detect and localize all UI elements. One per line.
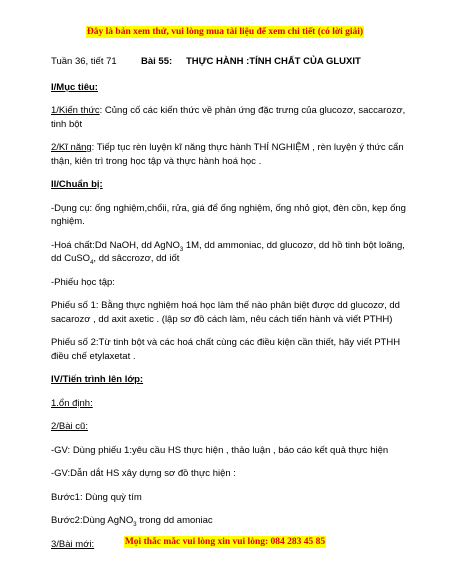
section-preparation-title: II/Chuẩn bị: [51, 179, 103, 190]
step-2 [51, 514, 406, 528]
contact-banner-text: Mọi thắc mắc vui lòng xin vui lòng: 084 283 45 85 [124, 537, 326, 547]
knowledge-text: : Củng cố các kiến thức về phản ứng đặc trưng của glucozơ, saccarozơ, tinh bột [51, 105, 406, 130]
step-2-part-1: Bước2:Dùng AgNO [51, 515, 134, 526]
chemicals-part-1: -Hoá chất:Dd NaOH, dd AgNO [51, 239, 180, 251]
step-2-part-2: trong dd amoniac [136, 515, 213, 526]
chemicals-part-2: 1M, dd ammoniac, dd glucozơ, dd hồ tinh bột loãng, dd CuSO [51, 239, 405, 264]
step-2-subscript: 3 [133, 521, 137, 528]
preview-banner-text: Đây là bản xem thử, vui lòng mua tài liệu để xem chi tiết (có lời giải) [86, 27, 364, 37]
contact-banner [0, 537, 450, 547]
chemicals-part-3: , dd sâccrozơ, dd iốt [93, 253, 180, 264]
worksheet-heading: -Phiếu học tập: [51, 276, 115, 288]
skill-text: : Tiếp tục rèn luyện kĩ năng thực hành THÍ NGHIỆM , rèn luyện ý thức cẩn thận, kiên trì trong học tập và thực hành hoá học . [51, 142, 404, 167]
week-label: Tuần 36, tiết 71 [51, 56, 117, 67]
teacher-step-2: -GV:Dẫn dắt HS xây dựng sơ đồ thực hiện : [51, 468, 236, 479]
equipment-text: -Dụng cụ: ống nghiệm,chổii, rửa, giá để ống nghiệm, ống nhỏ giọt, đèn cồn, kẹp ống nghiệm. [51, 202, 406, 227]
skill-objective [51, 141, 406, 168]
worksheet-2: Phiếu số 2:Từ tinh bột và các hoá chất cùng các điều kiện cần thiết, hãy viết PTHH điều chế etylaxetat . [51, 337, 401, 362]
lesson-header [51, 55, 406, 69]
step-1: Bước1: Dùng quỳ tím [51, 491, 142, 503]
knowledge-label: 1/Kiến thức [51, 105, 100, 116]
chemicals-subscript-2: 4 [90, 259, 94, 266]
section-procedure-title: IV/Tiến trình lên lớp: [51, 374, 144, 385]
teacher-step-1: -GV: Dùng phiếu 1:yêu cầu HS thực hiện , thảo luận , báo cáo kết quả thực hiện [51, 444, 389, 456]
old-lesson-heading: 2/Bài cũ: [51, 421, 88, 432]
preview-banner [0, 27, 450, 37]
document-body [51, 55, 406, 551]
knowledge-objective [51, 104, 406, 131]
section-objectives-title: I/Mục tiêu: [51, 81, 98, 93]
worksheet-1: Phiếu số 1: Bằng thực nghiệm hoá học làm thế nào phân biệt được dd glucozơ, dd sacarozơ , dd axit axetic . (lập sơ đồ cách làm, nêu cách tiến hành và viết PTHH) [51, 300, 400, 325]
class-stabilization: 1.ổn định: [51, 397, 93, 409]
lesson-number: Bài 55: [141, 56, 173, 67]
new-lesson-heading: 3/Bài mới: [51, 538, 95, 550]
lesson-title: THỰC HÀNH :TÍNH CHẤT CỦA GLUXIT [186, 56, 361, 67]
chemicals-text [51, 239, 406, 266]
chemicals-subscript-1: 3 [179, 246, 184, 253]
skill-label: 2/Kĩ năng [51, 142, 92, 153]
